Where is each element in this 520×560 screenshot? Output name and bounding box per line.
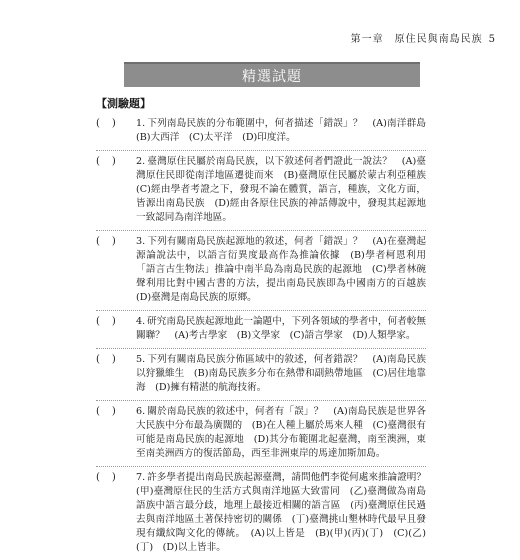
answer-blank[interactable]: ( )	[96, 118, 117, 129]
question-number: 1.	[136, 118, 146, 129]
question-item	[96, 349, 426, 401]
question-number: 7.	[136, 472, 146, 483]
chapter-title: 第一章 原住民與南島民族	[350, 34, 483, 45]
question-number: 2.	[136, 156, 146, 167]
question-item	[96, 401, 426, 467]
question-item	[96, 113, 436, 151]
question-number: 5.	[136, 354, 146, 365]
question-body	[136, 155, 436, 225]
question-item	[96, 151, 436, 231]
question-body	[136, 315, 426, 343]
question-number: 3.	[136, 236, 146, 247]
question-text: 關於南島民族的敘述中，何者有「誤」？ (A)南島民族是世界各大民族中分布最為廣闊的 (B)在人種上屬於馬來人種 (C)臺灣很有可能是南島民族的起源地 (D)其分布範圍北起臺灣，南至澳洲，東至南美洲西方的復活節島，西至非洲東岸的馬達加斯加島。	[136, 406, 426, 459]
question-item	[96, 467, 426, 560]
question-item	[96, 231, 436, 311]
section-title-bar	[124, 62, 420, 87]
answer-blank[interactable]: ( )	[96, 472, 117, 483]
answer-blank[interactable]: ( )	[96, 354, 117, 365]
question-item	[96, 311, 426, 349]
question-list	[96, 113, 436, 560]
question-body	[136, 471, 426, 555]
question-text: 下列有關南島民族分佈區域中的敘述，何者錯誤？ (A)南島民族以狩獵維生 (B)南島民族多分布在熱帶和副熱帶地區 (C)居住地靠海 (D)擁有精湛的航海技術。	[136, 354, 426, 393]
running-header	[351, 30, 496, 45]
question-text: 研究南島民族起源地此一論題中，下列各領域的學者中，何者較無關聯？ (A)考古學家 (B)文學家 (C)語言學家 (D)人類學家。	[136, 316, 426, 341]
question-number: 6.	[136, 406, 146, 417]
answer-blank[interactable]: ( )	[96, 236, 117, 247]
question-text: 臺灣原住民屬於南島民族，以下敘述何者們證此一說法？ (A)臺灣原住民即從南洋地區遷徙而來 (B)臺灣原住民屬於蒙古利亞種族 (C)經由學者考證之下，發現不論在體質，語言，種族，文化方面，皆源出南島民族 (D)經由各原住民族的神話傳說中，發現其起源地一致認同為南洋地區。	[136, 156, 436, 223]
question-text: 下列南島民族的分布範圍中，何者描述「錯誤」？ (A)南洋群島 (B)大西洋 (C)太平洋 (D)印度洋。	[136, 118, 436, 143]
page-number: 5	[488, 34, 496, 45]
answer-blank[interactable]: ( )	[96, 406, 117, 417]
question-body	[136, 353, 426, 395]
question-text: 許多學者提出南島民族起源臺灣，請問他們李從何處來推論證明？(甲)臺灣原住民的生活方式與南洋地區大致雷同 (乙)臺灣做為南島語族中語言最分歧，地理上最接近相關的語言區 (丙)臺灣原住民過去與南洋地區土著保持密切的關係 (丁)臺灣挑山墾林時代最早且發現有纖紋陶文化的傳統。 (A)以上皆是 (B)(甲)(丙)(丁) (C)(乙)(丁) (D)以上皆非。	[136, 472, 426, 553]
quiz-section-label: 【測驗題】	[96, 97, 151, 110]
question-body	[136, 405, 426, 461]
question-text: 下列有關南島民族起源地的敘述，何者「錯誤」？ (A)在臺灣起源論說法中，以語言衍異度最高作為推論依據 (B)學者柯恩利用「語言古生物法」推論中南半島為南島民族的起源地 (C)學者林碗聲利用比對中國古書的方法，提出南島民族即為中國南方的百越族 (D)臺灣是南島民族的原鄉。	[136, 236, 436, 303]
question-body	[136, 117, 436, 145]
question-number: 4.	[136, 316, 146, 327]
answer-blank[interactable]: ( )	[96, 316, 117, 327]
answer-blank[interactable]: ( )	[96, 156, 117, 167]
section-title: 精選試題	[242, 69, 302, 85]
question-body	[136, 235, 436, 305]
